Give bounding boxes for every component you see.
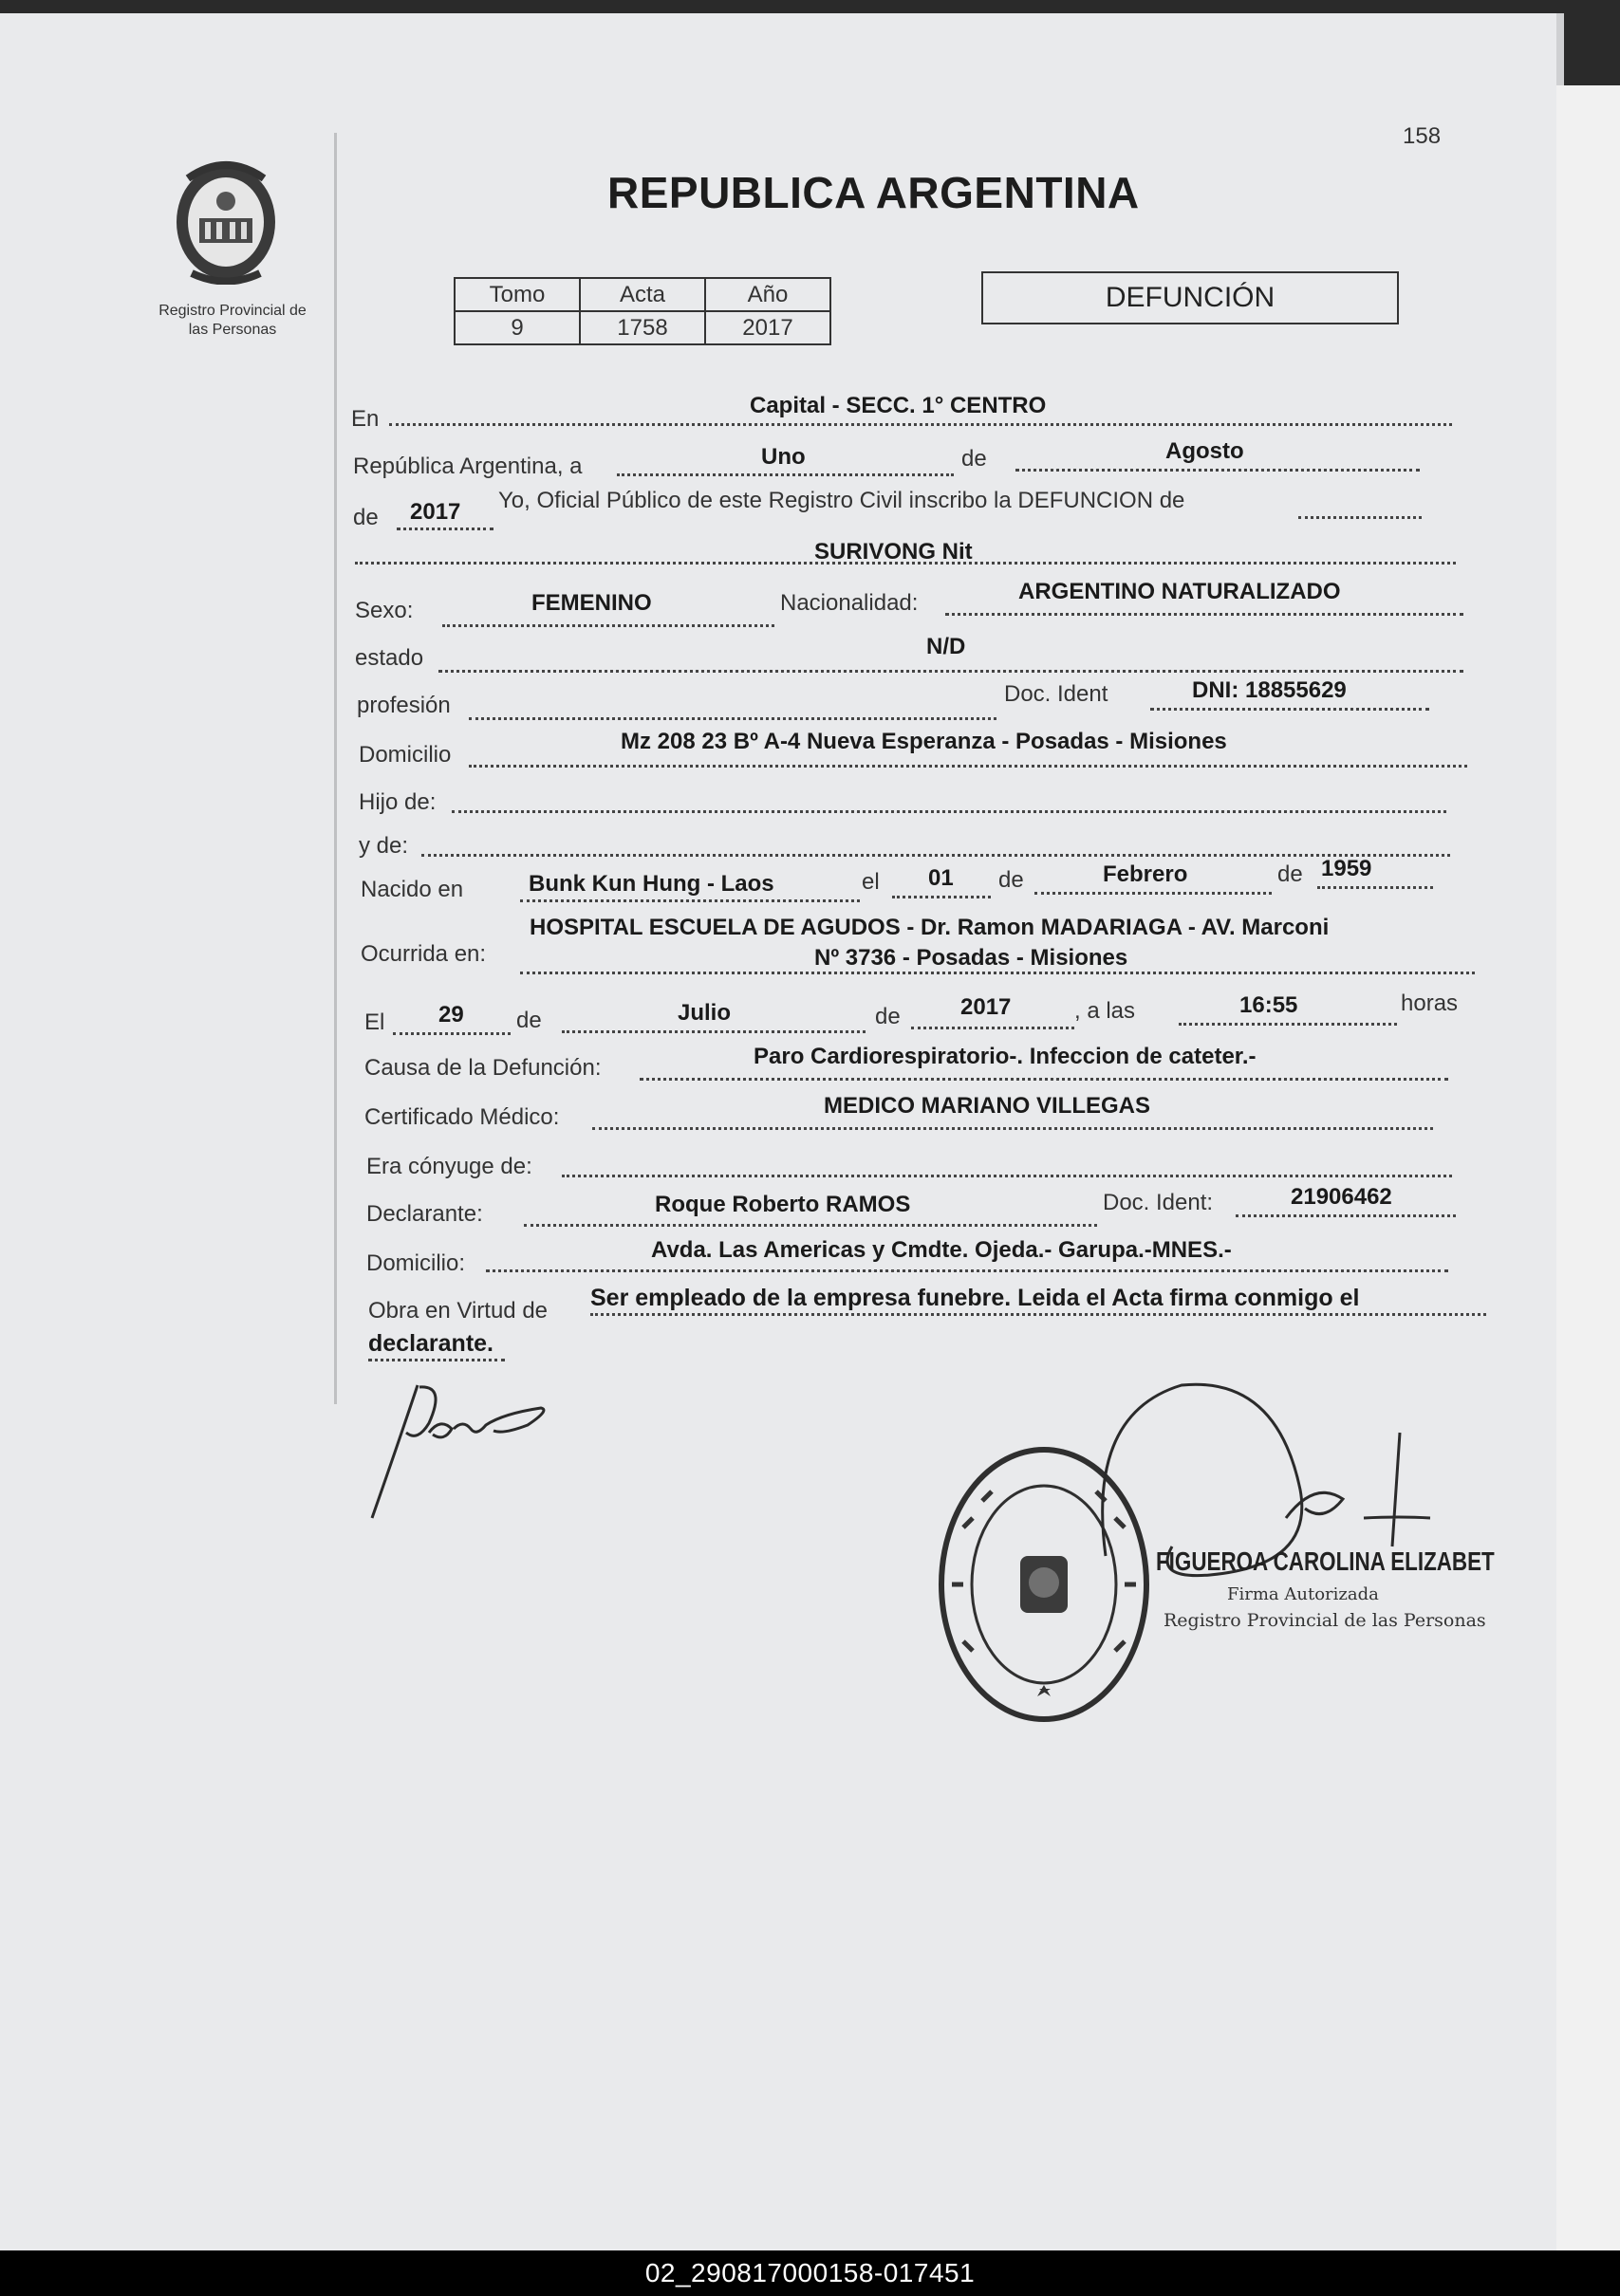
underlying-page-edge [1556,85,1620,2250]
scan-footer-id: 02_290817000158-017451 [0,2250,1620,2296]
label-nacido-en: Nacido en [361,877,464,902]
value-ocurrida-line1: HOSPITAL ESCUELA DE AGUDOS - Dr. Ramon MADARIAGA - AV. Marconi [530,915,1330,940]
org-caption-line1: Registro Provincial de [158,303,307,319]
official-name: FIGUEROA CAROLINA ELIZABET [1156,1546,1495,1576]
margin-line [334,133,337,1404]
org-caption [133,302,332,340]
label-hijo-de: Hijo de: [359,789,437,815]
label-profesion: profesión [357,693,451,718]
value-declarante-doc: 21906462 [1291,1184,1392,1210]
value-nac-dia: 01 [928,865,954,891]
value-certificado: MEDICO MARIANO VILLEGAS [824,1093,1151,1119]
dotted-line [1236,1214,1456,1217]
declarant-signature [361,1366,569,1528]
value-declarante-dom: Avda. Las Americas y Cmdte. Ojeda.- Garupa.-MNES.- [651,1237,1232,1263]
label-horas: horas [1401,991,1459,1016]
value-def-anio: 2017 [960,994,1012,1020]
dotted-line [911,1027,1074,1029]
dotted-line [1150,708,1429,711]
registry-header-row [455,278,830,311]
value-mes: Agosto [1165,438,1244,464]
value-nacionalidad: ARGENTINO NATURALIZADO [1018,579,1341,604]
dotted-line [442,624,774,627]
value-def-hora: 16:55 [1239,992,1298,1018]
label-causa: Causa de la Defunción: [364,1055,602,1081]
dotted-line [1015,469,1420,472]
label-a-las: , a las [1074,998,1136,1024]
document-type-box: DEFUNCIÓN [981,271,1399,324]
document-page [0,13,1556,2250]
official-role: Firma Autorizada [1227,1584,1379,1604]
registry-value-tomo: 9 [455,311,580,344]
dotted-line [590,1313,1486,1316]
registry-value-acta: 1758 [580,311,705,344]
dotted-line [562,1030,866,1033]
official-org: Registro Provincial de las Personas [1164,1610,1486,1631]
label-conyuge: Era cónyuge de: [366,1154,532,1179]
page-title: REPUBLICA ARGENTINA [607,168,1140,217]
label-intro: Yo, Oficial Público de este Registro Civil inscribo la DEFUNCION de [498,488,1185,513]
label-domicilio2: Domicilio: [366,1250,466,1276]
value-doc-ident: DNI: 18855629 [1192,677,1347,703]
label-de-nac: de [998,867,1024,893]
dotted-line [469,765,1467,768]
registry-value-row [455,311,830,344]
dotted-line [562,1175,1452,1177]
label-doc-ident: Doc. Ident [1004,681,1108,707]
value-domicilio: Mz 208 23 Bº A-4 Nueva Esperanza - Posadas - Misiones [621,729,1227,754]
dotted-line [640,1078,1448,1081]
label-ocurrida-en: Ocurrida en: [361,941,487,967]
dotted-line [1179,1023,1397,1026]
label-de-anio: de [353,505,379,530]
label-declarante: Declarante: [366,1201,483,1227]
label-domicilio: Domicilio [359,742,452,768]
value-def-dia: 29 [438,1002,464,1028]
registry-header-tomo: Tomo [455,278,580,311]
dotted-line [617,473,954,476]
value-nombre: SURIVONG Nit [814,539,973,565]
value-declarante: Roque Roberto RAMOS [655,1192,911,1217]
label-El: El [364,1009,385,1035]
label-y-de: y de: [359,833,409,859]
dotted-line [1298,516,1422,519]
label-de: de [961,446,987,472]
value-def-mes: Julio [678,1000,732,1026]
registry-value-anio: 2017 [705,311,830,344]
registry-header-anio: Año [705,278,830,311]
provincial-seal-logo [159,152,292,285]
dotted-line [524,1224,1097,1227]
dotted-line [368,1359,505,1361]
dotted-line [592,1127,1433,1130]
label-de-def-anio: de [875,1004,901,1029]
label-el: el [862,869,880,895]
dotted-line [452,810,1446,813]
value-sexo: FEMENINO [531,590,652,616]
dotted-line [393,1032,511,1035]
dotted-line [421,854,1450,857]
dotted-line [469,717,996,720]
value-nac-anio: 1959 [1321,856,1372,881]
label-nacionalidad: Nacionalidad: [780,590,919,616]
dotted-line [486,1269,1448,1272]
page-number: 158 [1403,123,1442,149]
value-estado: N/D [926,634,966,659]
dotted-line [945,613,1463,616]
label-sexo: Sexo: [355,598,414,623]
dotted-line [892,896,991,898]
label-en: En [351,406,380,432]
label-doc-ident2: Doc. Ident: [1103,1190,1214,1215]
label-certificado: Certificado Médico: [364,1104,560,1130]
value-obra-line2: declarante. [368,1330,494,1357]
value-dia: Uno [761,444,806,470]
dotted-line [1317,886,1433,889]
dotted-line [520,972,1475,974]
value-nac-mes: Febrero [1103,861,1188,887]
value-lugar: Capital - SECC. 1° CENTRO [750,393,1047,418]
dotted-line [389,423,1452,426]
value-causa: Paro Cardiorespiratorio-. Infeccion de cateter.- [754,1044,1257,1069]
org-caption-line2: las Personas [188,322,277,338]
label-de-def: de [516,1008,542,1033]
value-ocurrida-line2: Nº 3736 - Posadas - Misiones [814,945,1128,971]
value-anio: 2017 [410,499,461,525]
dotted-line [438,670,1463,673]
label-de-nac-anio: de [1277,861,1303,887]
dotted-line [520,899,860,902]
value-nacido-en: Bunk Kun Hung - Laos [529,871,774,897]
dotted-line [1034,892,1272,895]
label-obra: Obra en Virtud de [368,1298,549,1324]
registry-header-acta: Acta [580,278,705,311]
label-republica: República Argentina, a [353,454,583,479]
value-obra-line1: Ser empleado de la empresa funebre. Leida el Acta firma conmigo el [590,1285,1360,1311]
registry-table [454,277,831,345]
dotted-line [397,528,493,530]
label-estado: estado [355,645,424,671]
